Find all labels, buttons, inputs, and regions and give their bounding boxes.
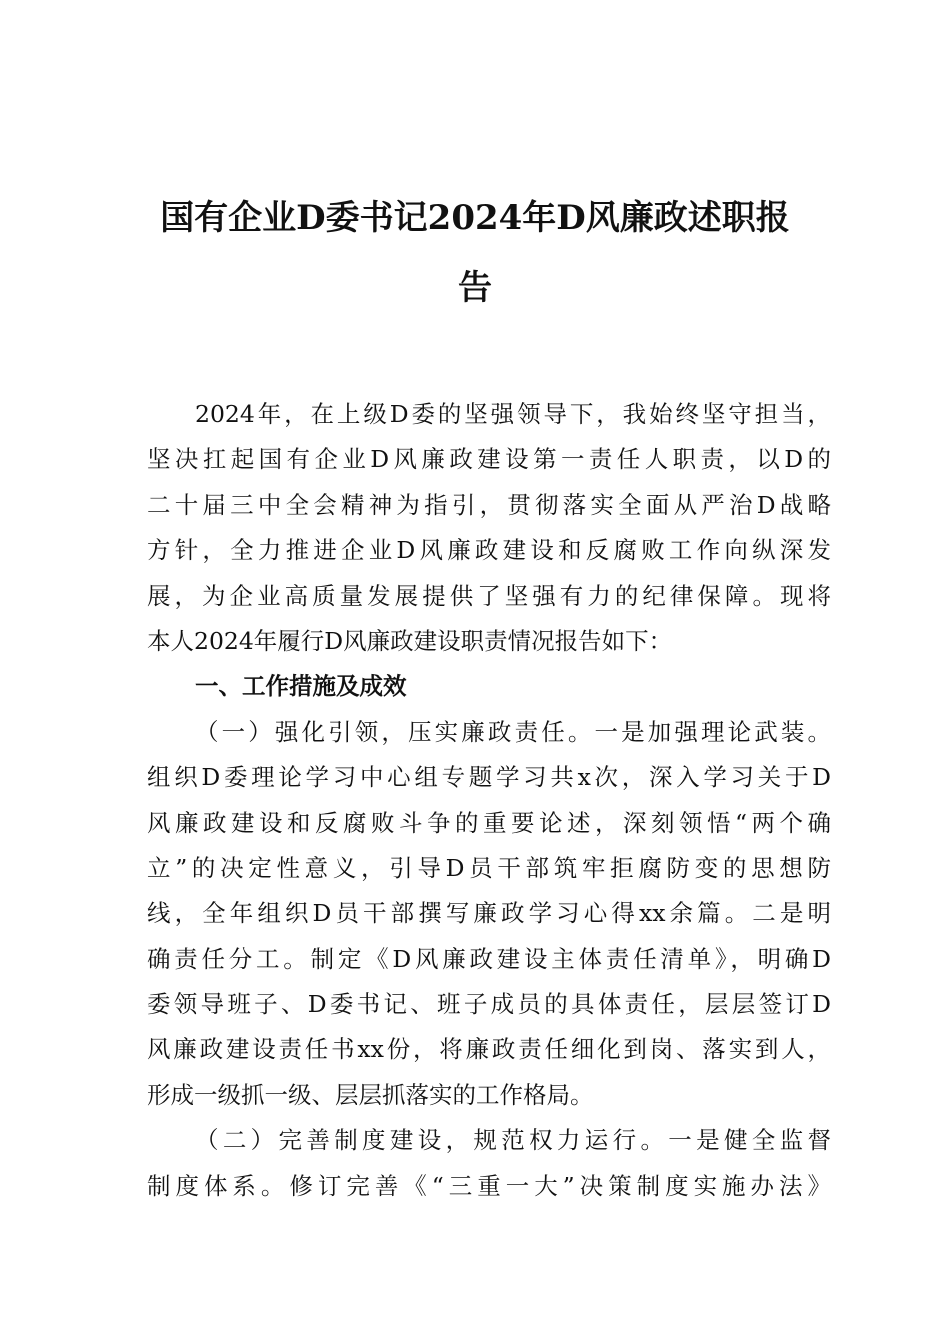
text-line: 组织D委理论学习中心组专题学习共x次，深入学习关于D	[147, 763, 831, 792]
text-line: 方针，全力推进企业D风廉政建设和反腐败工作向纵深发	[147, 536, 831, 565]
text-line: 线，全年组织D员干部撰写廉政学习心得xx余篇。二是明	[147, 899, 831, 928]
paragraph-section-2	[147, 1118, 831, 1209]
title-line-2: 告	[458, 268, 492, 308]
title-line-1: 国有企业D委书记2024年D风廉政述职报	[160, 198, 790, 238]
text-line: 委领导班子、D委书记、班子成员的具体责任，层层签订D	[147, 990, 831, 1019]
text-line: （二）完善制度建设，规范权力运行。一是健全监督	[195, 1126, 831, 1155]
paragraph-intro	[147, 392, 831, 664]
text-line: 2024年，在上级D委的坚强领导下，我始终坚守担当，	[195, 400, 831, 428]
text-line: 风廉政建设和反腐败斗争的重要论述，深刻领悟“两个确	[147, 808, 831, 837]
text-line: 二十届三中全会精神为指引，贯彻落实全面从严治D战略	[147, 490, 831, 519]
paragraph-section-1	[147, 710, 831, 1119]
document-body	[147, 392, 831, 1209]
text-line: 制度体系。修订完善《“三重一大”决策制度实施办法》	[147, 1171, 831, 1200]
text-line: 立”的决定性意义，引导D员干部筑牢拒腐防变的思想防	[147, 853, 831, 882]
document-title	[0, 183, 950, 323]
text-line: 展，为企业高质量发展提供了坚强有力的纪律保障。现将	[147, 581, 831, 610]
text-line: 形成一级抓一级、层层抓落实的工作格局。	[147, 1080, 594, 1109]
text-line: 坚决扛起国有企业D风廉政建设第一责任人职责，以D的	[147, 445, 831, 474]
text-line: 风廉政建设责任书xx份，将廉政责任细化到岗、落实到人，	[147, 1035, 831, 1064]
text-line: 确责任分工。制定《D风廉政建设主体责任清单》，明确D	[147, 944, 831, 973]
text-line: 本人2024年履行D风廉政建设职责情况报告如下：	[147, 626, 673, 655]
section-heading: 一、工作措施及成效	[195, 672, 407, 701]
text-line: （一）强化引领，压实廉政责任。一是加强理论武装。	[195, 717, 831, 746]
